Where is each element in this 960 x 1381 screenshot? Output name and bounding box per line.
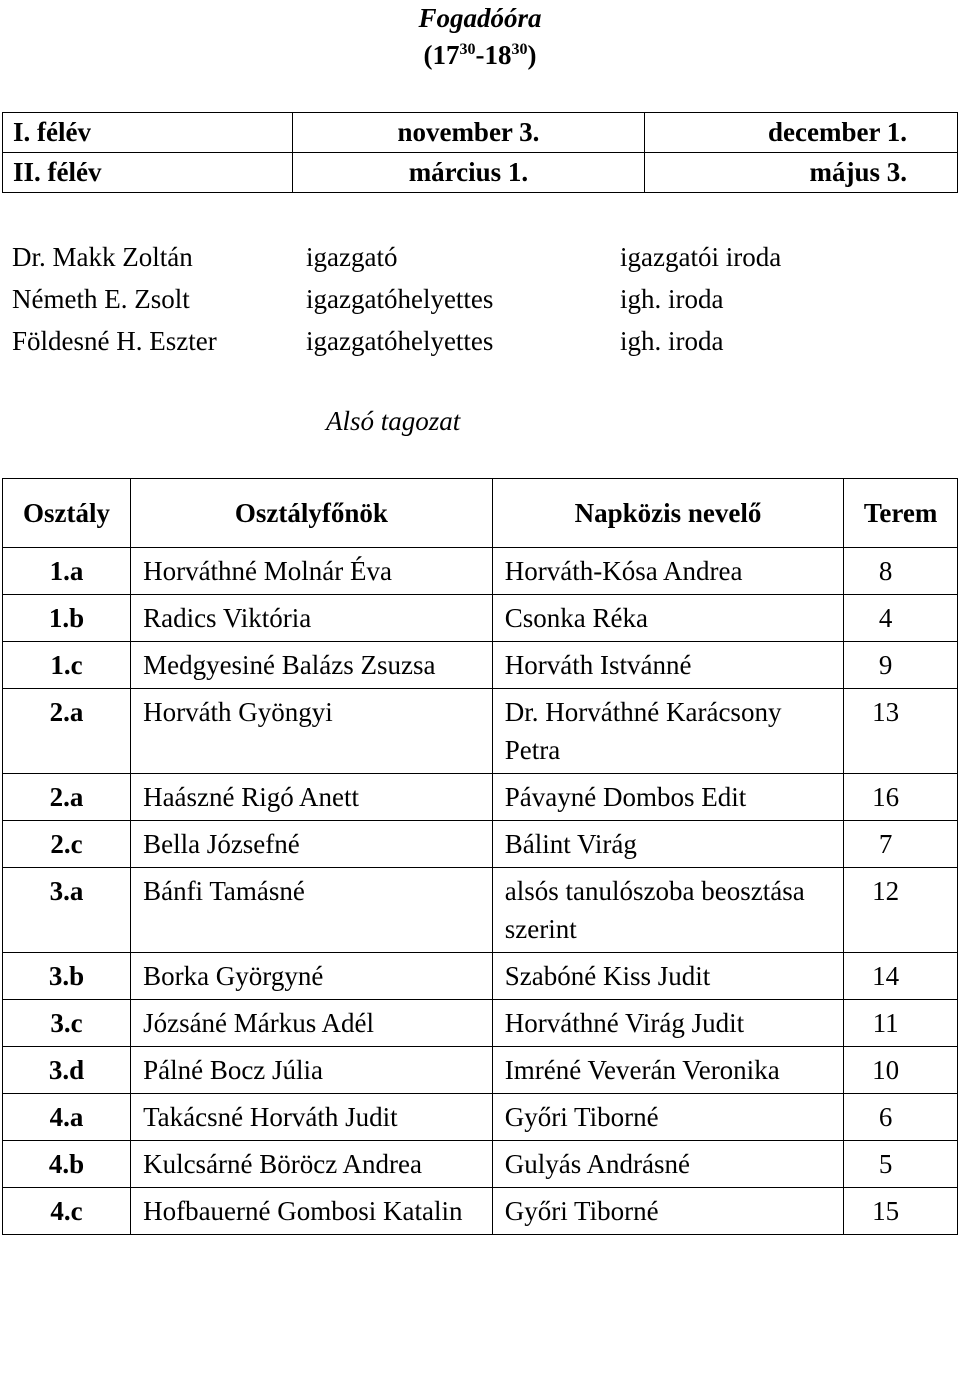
staff-role: igazgatóhelyettes [306, 326, 494, 356]
row-room: 15 [844, 1188, 958, 1235]
row-afterschool: Győri Tiborné [492, 1094, 843, 1141]
time-mid: -18 [475, 40, 512, 70]
row-class: 3.d [3, 1047, 131, 1094]
row-room: 9 [844, 642, 958, 689]
row-afterschool: Horváth-Kósa Andrea [492, 548, 843, 595]
table-row [3, 868, 958, 953]
row-afterschool: Pávayné Dombos Edit [492, 774, 843, 821]
office-hours-time [0, 38, 960, 72]
row-room: 14 [844, 953, 958, 1000]
row-teacher: Medgyesiné Balázs Zsuzsa [131, 642, 493, 689]
row-teacher: Borka Györgyné [131, 953, 493, 1000]
table-row [3, 1000, 958, 1047]
row-teacher: Józsáné Márkus Adél [131, 1000, 493, 1047]
row-afterschool: alsós tanulószoba beosztása szerint [492, 868, 843, 953]
staff-name: Dr. Makk Zoltán [12, 242, 193, 272]
row-room: 4 [844, 595, 958, 642]
table-row [3, 548, 958, 595]
header-teacher: Osztályfőnök [131, 479, 493, 548]
time-end-minutes: 30 [511, 41, 528, 58]
row-room: 11 [844, 1000, 958, 1047]
row-room: 7 [844, 821, 958, 868]
staff-room: igh. iroda [620, 284, 724, 314]
table-row [3, 1094, 958, 1141]
row-teacher: Horváthné Molnár Éva [131, 548, 493, 595]
semester-date-1: november 3. [292, 113, 645, 153]
section-title: Alsó tagozat [326, 406, 461, 436]
time-close: ) [527, 40, 537, 70]
table-row [3, 774, 958, 821]
semester-row [3, 153, 958, 193]
row-afterschool: Bálint Virág [492, 821, 843, 868]
row-teacher: Haászné Rigó Anett [131, 774, 493, 821]
table-row [3, 1188, 958, 1235]
time-start-minutes: 30 [459, 41, 476, 58]
row-room: 8 [844, 548, 958, 595]
row-class: 2.a [3, 689, 131, 774]
staff-role: igazgatóhelyettes [306, 284, 494, 314]
row-afterschool: Szabóné Kiss Judit [492, 953, 843, 1000]
semester-date-2: december 1. [645, 113, 958, 153]
staff-role: igazgató [306, 242, 398, 272]
row-class: 3.a [3, 868, 131, 953]
row-teacher: Hofbauerné Gombosi Katalin [131, 1188, 493, 1235]
row-afterschool: Horváth Istvánné [492, 642, 843, 689]
row-class: 1.b [3, 595, 131, 642]
row-afterschool: Csonka Réka [492, 595, 843, 642]
table-row [3, 1141, 958, 1188]
semester-row [3, 113, 958, 153]
semester-date-1: március 1. [292, 153, 645, 193]
staff-room: igh. iroda [620, 326, 724, 356]
semester-table [2, 112, 958, 193]
row-teacher: Pálné Bocz Júlia [131, 1047, 493, 1094]
row-teacher: Bella Józsefné [131, 821, 493, 868]
class-table-header [3, 479, 958, 548]
row-room: 12 [844, 868, 958, 953]
row-afterschool: Imréné Veverán Veronika [492, 1047, 843, 1094]
row-afterschool: Horváthné Virág Judit [492, 1000, 843, 1047]
row-teacher: Bánfi Tamásné [131, 868, 493, 953]
row-class: 2.a [3, 774, 131, 821]
header-room: Terem [844, 479, 958, 548]
semester-label: I. félév [3, 113, 293, 153]
row-teacher: Takácsné Horváth Judit [131, 1094, 493, 1141]
row-class: 4.c [3, 1188, 131, 1235]
row-room: 5 [844, 1141, 958, 1188]
header-class: Osztály [3, 479, 131, 548]
row-class: 2.c [3, 821, 131, 868]
row-afterschool: Gulyás Andrásné [492, 1141, 843, 1188]
row-class: 1.a [3, 548, 131, 595]
staff-room: igazgatói iroda [620, 242, 782, 272]
class-table [2, 478, 958, 1235]
row-class: 3.b [3, 953, 131, 1000]
table-row [3, 642, 958, 689]
row-afterschool: Dr. Horváthné Karácsony Petra [492, 689, 843, 774]
row-class: 3.c [3, 1000, 131, 1047]
row-teacher: Kulcsárné Böröcz Andrea [131, 1141, 493, 1188]
row-room: 10 [844, 1047, 958, 1094]
row-class: 4.b [3, 1141, 131, 1188]
semester-label: II. félév [3, 153, 293, 193]
row-teacher: Radics Viktória [131, 595, 493, 642]
row-room: 6 [844, 1094, 958, 1141]
table-row [3, 821, 958, 868]
table-row [3, 1047, 958, 1094]
table-row [3, 689, 958, 774]
row-room: 13 [844, 689, 958, 774]
header-afterschool: Napközis nevelő [492, 479, 843, 548]
row-class: 4.a [3, 1094, 131, 1141]
row-afterschool: Győri Tiborné [492, 1188, 843, 1235]
row-room: 16 [844, 774, 958, 821]
row-class: 1.c [3, 642, 131, 689]
table-row [3, 595, 958, 642]
staff-name: Földesné H. Eszter [12, 326, 217, 356]
row-teacher: Horváth Gyöngyi [131, 689, 493, 774]
time-open: (17 [423, 40, 460, 70]
staff-name: Németh E. Zsolt [12, 284, 190, 314]
table-row [3, 953, 958, 1000]
page-title: Fogadóóra [418, 3, 542, 33]
semester-date-2: május 3. [645, 153, 958, 193]
